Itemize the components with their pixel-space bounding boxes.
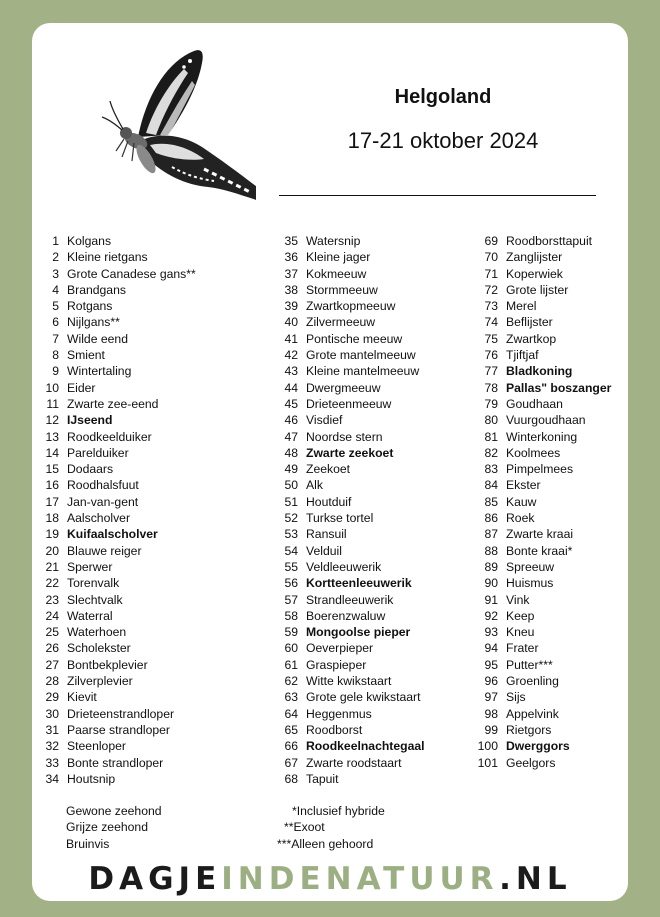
species-number: 83	[484, 462, 498, 477]
species-row	[32, 706, 611, 722]
species-name: Bonte strandloper	[67, 755, 164, 770]
species-number: 92	[484, 608, 498, 623]
species-number: 89	[484, 559, 498, 574]
species-name: Kolgans	[67, 234, 112, 248]
species-number: 1	[52, 234, 59, 248]
species-row	[32, 575, 611, 591]
species-number: 45	[284, 396, 298, 411]
species-row	[32, 755, 611, 771]
species-name: Heggenmus	[306, 706, 372, 721]
species-number: 32	[45, 739, 59, 754]
species-name: Sperwer	[67, 559, 113, 574]
species-number: 4	[52, 282, 59, 297]
species-name: Koperwiek	[506, 266, 563, 281]
species-number: 58	[284, 608, 298, 623]
species-number: 35	[284, 234, 298, 248]
species-number: 36	[284, 250, 298, 265]
species-name: Vuurgoudhaan	[506, 413, 586, 428]
species-name: Goudhaan	[506, 396, 563, 411]
species-row	[32, 738, 611, 754]
species-number: 28	[45, 674, 59, 689]
species-name: Beflijster	[506, 315, 553, 330]
species-number: 9	[52, 364, 59, 379]
species-number: 88	[484, 543, 498, 558]
species-row	[32, 624, 611, 640]
species-number: 48	[284, 445, 298, 460]
species-number: 38	[284, 282, 298, 297]
species-name: Ekster	[506, 478, 541, 493]
species-name: IJseend	[67, 413, 113, 428]
species-number: 7	[52, 331, 59, 346]
species-number: 29	[45, 690, 59, 705]
species-number: 18	[45, 511, 59, 526]
species-number: 59	[284, 625, 298, 640]
species-number: 19	[45, 527, 59, 542]
brand-logo-part: INDENATUUR	[221, 861, 500, 897]
species-name: Roodborst	[306, 722, 363, 737]
species-number: 26	[45, 641, 59, 656]
species-name: Kauw	[506, 494, 537, 509]
species-row	[32, 657, 611, 673]
checklist-card	[32, 23, 628, 901]
species-number: 34	[45, 771, 59, 786]
mammal-item: Gewone zeehond	[66, 804, 162, 818]
species-number: 66	[284, 739, 298, 754]
species-name: Zwarte roodstaart	[306, 755, 402, 770]
species-row	[32, 494, 611, 510]
species-name: Roodkeelnachtegaal	[306, 739, 425, 754]
species-name: Kievit	[67, 690, 97, 705]
date-range: 17-21 oktober 2024	[347, 128, 539, 153]
species-name: Keep	[506, 608, 535, 623]
species-number: 96	[484, 674, 498, 689]
footnote-heard: ***Alleen gehoord	[277, 836, 374, 851]
mammal-item: Bruinvis	[66, 836, 110, 851]
species-number: 17	[45, 494, 59, 509]
species-name: Kneu	[506, 625, 535, 640]
species-row	[32, 592, 611, 608]
species-number: 37	[284, 266, 298, 281]
species-number: 41	[284, 331, 298, 346]
species-name: Grote Canadese gans**	[67, 266, 196, 281]
species-name: Grote lijster	[506, 282, 569, 297]
species-name: Boerenzwaluw	[306, 608, 386, 623]
species-number: 14	[45, 445, 59, 460]
species-number: 49	[284, 462, 298, 477]
species-number: 85	[484, 494, 498, 509]
brand-logo-part: DAGJE	[88, 861, 222, 897]
species-name: Watersnip	[306, 234, 361, 248]
mammal-list	[66, 803, 162, 852]
species-number: 82	[484, 445, 498, 460]
species-row	[32, 445, 611, 461]
species-number: 65	[284, 722, 298, 737]
species-name: Bladkoning	[506, 364, 573, 379]
species-number: 50	[284, 478, 298, 493]
species-name: Roodhalsfuut	[67, 478, 139, 493]
species-number: 27	[45, 657, 59, 672]
species-name: Oeverpieper	[306, 641, 374, 656]
species-name: Tapuit	[306, 771, 339, 786]
species-column-3	[32, 233, 611, 771]
title-divider	[279, 195, 596, 196]
species-number: 78	[484, 380, 498, 395]
species-number: 73	[484, 299, 498, 314]
species-number: 61	[284, 657, 298, 672]
footnotes	[262, 803, 385, 852]
species-number: 84	[484, 478, 498, 493]
species-number: 30	[45, 706, 59, 721]
species-name: Zwartkopmeeuw	[306, 299, 396, 314]
species-row	[32, 429, 611, 445]
species-name: Winterkoning	[506, 429, 578, 444]
species-name: Grote gele kwikstaart	[306, 690, 421, 705]
species-number: 54	[284, 543, 298, 558]
species-name: Torenvalk	[67, 576, 120, 591]
species-name: Kleine jager	[306, 250, 371, 265]
species-number: 98	[484, 706, 498, 721]
species-name: Aalscholver	[67, 511, 130, 526]
species-row	[32, 396, 611, 412]
species-name: Zwartkop	[506, 331, 557, 346]
species-name: Visdief	[306, 413, 343, 428]
species-row	[32, 461, 611, 477]
species-number: 5	[52, 299, 59, 314]
species-name: Mongoolse pieper	[306, 625, 411, 640]
species-name: Zanglijster	[506, 250, 563, 265]
species-name: Drieteenstrandloper	[67, 706, 175, 721]
species-number: 23	[45, 592, 59, 607]
species-name: Alk	[306, 478, 323, 493]
species-number: 12	[45, 413, 59, 428]
footnote-exotic: **Exoot	[284, 820, 325, 835]
species-name: Veldleeuwerik	[306, 559, 382, 574]
species-name: Rietgors	[506, 722, 552, 737]
species-name: Houtsnip	[67, 771, 116, 786]
species-row	[32, 331, 611, 347]
species-name: Waterhoen	[67, 625, 127, 640]
species-number: 74	[484, 315, 498, 330]
species-name: Dwergmeeuw	[306, 380, 381, 395]
species-number: 2	[52, 250, 59, 265]
species-row	[32, 477, 611, 493]
species-number: 11	[46, 396, 59, 411]
species-name: Eider	[67, 380, 96, 395]
species-name: Bontbekplevier	[67, 657, 148, 672]
species-number: 56	[284, 576, 298, 591]
species-number: 70	[484, 250, 498, 265]
species-name: Scholekster	[67, 641, 131, 656]
species-number: 90	[484, 576, 498, 591]
species-name: Witte kwikstaart	[306, 674, 392, 689]
species-number: 42	[284, 348, 298, 363]
species-number: 80	[484, 413, 498, 428]
species-name: Waterral	[67, 608, 113, 623]
species-name: Appelvink	[506, 706, 559, 721]
species-name: Houtduif	[306, 494, 352, 509]
species-name: Pimpelmees	[506, 462, 574, 477]
species-name: Jan-van-gent	[67, 494, 139, 509]
species-number: 86	[484, 511, 498, 526]
species-number: 13	[45, 429, 59, 444]
species-name: Drieteenmeeuw	[306, 396, 392, 411]
species-name: Sijs	[506, 690, 526, 705]
species-number: 55	[284, 559, 298, 574]
species-number: 44	[284, 380, 298, 395]
species-row	[32, 608, 611, 624]
species-name: Velduil	[306, 543, 342, 558]
species-name: Grote mantelmeeuw	[306, 348, 416, 363]
species-number: 91	[484, 592, 498, 607]
species-number: 53	[284, 527, 298, 542]
species-number: 22	[45, 576, 59, 591]
species-number: 81	[484, 429, 498, 444]
species-number: 57	[284, 592, 298, 607]
species-number: 72	[484, 282, 498, 297]
species-number: 16	[45, 478, 59, 493]
species-name: Vink	[506, 592, 530, 607]
species-number: 99	[484, 722, 498, 737]
species-number: 20	[45, 543, 59, 558]
species-name: Blauwe reiger	[67, 543, 142, 558]
species-number: 95	[484, 657, 498, 672]
species-row	[32, 380, 611, 396]
species-row	[32, 673, 611, 689]
species-number: 8	[52, 348, 59, 363]
species-name: Geelgors	[506, 755, 556, 770]
species-name: Stormmeeuw	[306, 282, 378, 297]
species-name: Dwerggors	[506, 739, 570, 754]
species-number: 6	[52, 315, 59, 330]
species-name: Pallas" boszanger	[506, 380, 612, 395]
species-name: Zilverplevier	[67, 674, 133, 689]
species-number: 77	[484, 364, 498, 379]
species-number: 76	[484, 348, 498, 363]
species-number: 69	[484, 234, 498, 248]
species-name: Pontische meeuw	[306, 331, 403, 346]
brand-logo-part: .NL	[499, 861, 572, 897]
species-name: Ransuil	[306, 527, 347, 542]
species-number: 63	[284, 690, 298, 705]
species-number: 68	[284, 771, 298, 786]
species-name: Parelduiker	[67, 445, 129, 460]
species-row	[32, 363, 611, 379]
species-number: 62	[284, 674, 298, 689]
page-title: Helgoland	[394, 86, 492, 108]
species-row	[32, 526, 611, 542]
species-name: Kokmeeuw	[306, 266, 367, 281]
species-row	[32, 347, 611, 363]
species-number: 87	[484, 527, 498, 542]
species-row	[32, 266, 611, 282]
species-name: Kleine rietgans	[67, 250, 148, 265]
species-number: 10	[45, 380, 59, 395]
species-number: 31	[45, 722, 59, 737]
species-name: Roek	[506, 511, 535, 526]
species-number: 21	[45, 559, 59, 574]
species-name: Strandleeuwerik	[306, 592, 394, 607]
species-name: Huismus	[506, 576, 554, 591]
species-number: 43	[284, 364, 298, 379]
species-number: 101	[477, 755, 498, 770]
species-row	[32, 314, 611, 330]
species-number: 97	[484, 690, 498, 705]
species-row	[32, 298, 611, 314]
species-name: Groenling	[506, 674, 559, 689]
species-number: 39	[284, 299, 298, 314]
species-number: 75	[484, 331, 498, 346]
species-row	[32, 722, 611, 738]
species-name: Turkse tortel	[306, 511, 374, 526]
species-row	[32, 771, 425, 787]
species-number: 71	[484, 266, 498, 281]
species-number: 93	[484, 625, 498, 640]
species-row	[32, 412, 611, 428]
species-row	[32, 510, 611, 526]
species-name: Kuifaalscholver	[67, 527, 158, 542]
species-number: 25	[45, 625, 59, 640]
species-number: 64	[284, 706, 298, 721]
species-row	[32, 689, 611, 705]
species-name: Bonte kraai*	[506, 543, 573, 558]
species-name: Putter***	[506, 657, 553, 672]
species-number: 3	[52, 266, 59, 281]
species-row	[32, 233, 611, 249]
species-name: Koolmees	[506, 445, 561, 460]
footnote-hybrid: *Inclusief hybride	[292, 804, 385, 818]
species-name: Brandgans	[67, 282, 126, 297]
species-name: Roodkeelduiker	[67, 429, 152, 444]
species-name: Graspieper	[306, 657, 367, 672]
species-number: 24	[45, 608, 59, 623]
species-row	[32, 640, 611, 656]
species-name: Nijlgans**	[67, 315, 120, 330]
species-name: Dodaars	[67, 462, 114, 477]
species-name: Frater	[506, 641, 539, 656]
species-number: 15	[45, 462, 59, 477]
species-number: 100	[477, 739, 498, 754]
species-name: Zwarte zee-eend	[67, 396, 159, 411]
species-number: 52	[284, 511, 298, 526]
species-name: Zilvermeeuw	[306, 315, 376, 330]
species-name: Steenloper	[67, 739, 126, 754]
species-number: 40	[284, 315, 298, 330]
species-number: 51	[284, 494, 298, 509]
species-name: Kortteenleeuwerik	[306, 576, 412, 591]
species-row	[32, 543, 611, 559]
species-name: Kleine mantelmeeuw	[306, 364, 420, 379]
species-name: Zeekoet	[306, 462, 351, 477]
species-name: Roodborsttapuit	[506, 234, 593, 248]
species-name: Wilde eend	[67, 331, 128, 346]
species-name: Zwarte zeekoet	[306, 445, 394, 460]
species-name: Paarse strandloper	[67, 722, 170, 737]
species-name: Rotgans	[67, 299, 113, 314]
species-row	[32, 249, 611, 265]
brand-logo	[32, 861, 628, 897]
species-row	[32, 559, 611, 575]
species-name: Slechtvalk	[67, 592, 123, 607]
species-number: 67	[284, 755, 298, 770]
species-row	[32, 282, 611, 298]
mammal-item: Grijze zeehond	[66, 820, 148, 835]
butterfly-illustration	[76, 37, 256, 207]
species-number: 94	[484, 641, 498, 656]
species-number: 60	[284, 641, 298, 656]
species-name: Tjiftjaf	[506, 348, 539, 363]
species-name: Merel	[506, 299, 537, 314]
species-name: Spreeuw	[506, 559, 555, 574]
species-number: 33	[45, 755, 59, 770]
species-number: 46	[284, 413, 298, 428]
species-name: Smient	[67, 348, 105, 363]
species-name: Zwarte kraai	[506, 527, 574, 542]
species-name: Noordse stern	[306, 429, 383, 444]
species-number: 47	[284, 429, 298, 444]
species-number: 79	[484, 396, 498, 411]
species-name: Wintertaling	[67, 364, 132, 379]
